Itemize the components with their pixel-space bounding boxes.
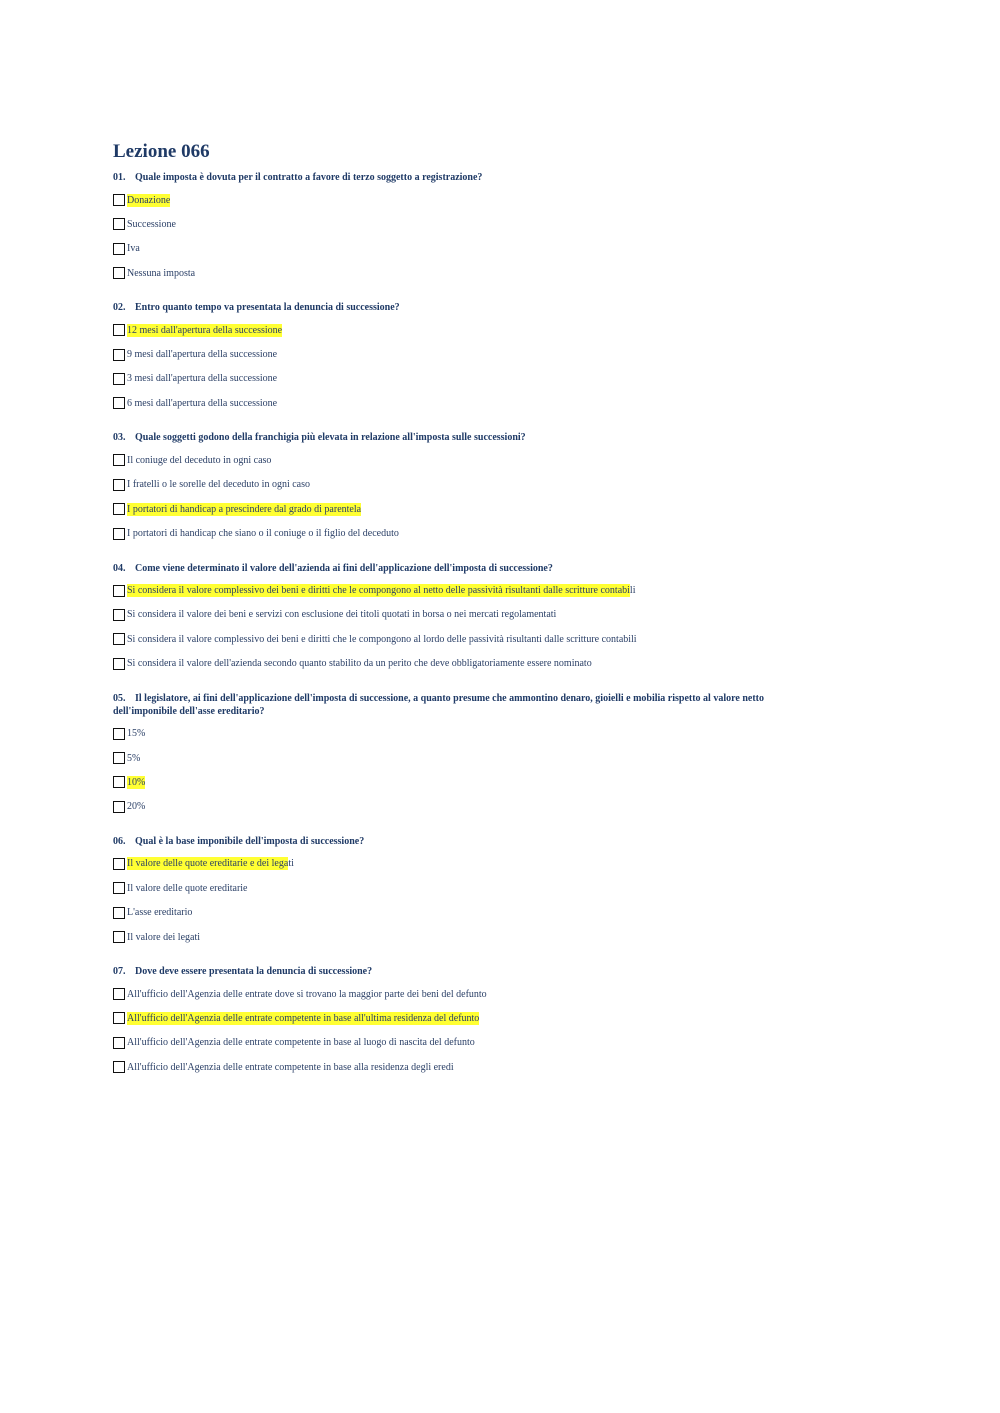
answer-option[interactable]: [113, 631, 833, 647]
answer-label: I portatori di handicap che siano o il coniuge o il figlio del deceduto: [127, 528, 399, 540]
answer-checkbox[interactable]: [113, 503, 125, 515]
answer-label-highlighted: Donazione: [127, 194, 171, 206]
answer-label: Il valore dei legati: [127, 931, 201, 943]
answer-label-highlighted: 10%: [127, 776, 146, 788]
answer-label: I fratelli o le sorelle del deceduto in ogni caso: [127, 479, 310, 491]
answer-label: All'ufficio dell'Agenzia delle entrate dove si trovano la maggior parte dei beni del defunto: [127, 988, 487, 1000]
answer-checkbox[interactable]: [113, 728, 125, 740]
question-text: [113, 692, 833, 718]
answer-checkbox[interactable]: [113, 243, 125, 255]
question-block: [113, 692, 833, 815]
answer-label-highlighted: I portatori di handicap a prescindere dal grado di parentela: [127, 503, 362, 515]
question-text: [113, 301, 833, 314]
answer-label: 5%: [127, 752, 141, 764]
answer-checkbox[interactable]: [113, 1061, 125, 1073]
answer-label-highlighted: Si considera il valore complessivo dei beni e diritti che le compongono al netto delle passività risultanti dalle scritture contabi: [127, 585, 630, 597]
answer-checkbox[interactable]: [113, 349, 125, 361]
answer-checkbox[interactable]: [113, 267, 125, 279]
question-block: [113, 562, 833, 672]
question-text: [113, 171, 833, 184]
question-label: Dove deve essere presentata la denuncia di successione?: [135, 966, 373, 978]
answer-checkbox[interactable]: [113, 882, 125, 894]
answer-label-highlighted: 12 mesi dall'apertura della successione: [127, 324, 283, 336]
document-page: [113, 140, 833, 1095]
answer-option[interactable]: [113, 856, 833, 872]
question-number: 04.: [113, 562, 126, 574]
answer-checkbox[interactable]: [113, 585, 125, 597]
answer-option[interactable]: [113, 501, 833, 517]
question-number: 03.: [113, 432, 126, 444]
answer-label-tail: li: [629, 585, 636, 597]
answer-option[interactable]: [113, 750, 833, 766]
question-block: [113, 835, 833, 945]
answer-label-tail: ti: [288, 858, 294, 870]
answer-option[interactable]: [113, 322, 833, 338]
answer-label: 15%: [127, 728, 146, 740]
answer-option[interactable]: [113, 986, 833, 1002]
answer-label: All'ufficio dell'Agenzia delle entrate competente in base alla residenza degli eredi: [127, 1061, 454, 1073]
answer-label: Il coniuge del deceduto in ogni caso: [127, 454, 272, 466]
answer-option[interactable]: [113, 1010, 833, 1026]
answer-option[interactable]: [113, 192, 833, 208]
answer-checkbox[interactable]: [113, 801, 125, 813]
answer-option[interactable]: [113, 607, 833, 623]
question-label: Il legislatore, ai fini dell'applicazione dell'imposta di successione, a quanto presume che ammontino denaro, gioielli e mobilia rispetto al valore netto dell'imponibile dell'asse ereditario?: [113, 692, 764, 717]
question-label: Quale imposta è dovuta per il contratto a favore di terzo soggetto a registrazione?: [135, 172, 483, 183]
answer-checkbox[interactable]: [113, 633, 125, 645]
page-title: Lezione 066: [113, 141, 210, 162]
question-label: Qual è la base imponibile dell'imposta di successione?: [135, 835, 365, 847]
answer-checkbox[interactable]: [113, 479, 125, 491]
answer-label: Iva: [127, 243, 140, 255]
answer-checkbox[interactable]: [113, 931, 125, 943]
question-number: 05.: [113, 692, 126, 704]
answer-option[interactable]: [113, 526, 833, 542]
question-text: [113, 431, 833, 444]
answer-option[interactable]: [113, 265, 833, 281]
question-label: Entro quanto tempo va presentata la denuncia di successione?: [135, 302, 400, 314]
answer-label: Si considera il valore dell'azienda secondo quanto stabilito da un perito che deve obbligatoriamente essere nominato: [127, 658, 592, 670]
answer-checkbox[interactable]: [113, 658, 125, 670]
answer-checkbox[interactable]: [113, 988, 125, 1000]
question-text: [113, 965, 833, 978]
answer-checkbox[interactable]: [113, 1037, 125, 1049]
answer-label: 9 mesi dall'apertura della successione: [127, 349, 278, 361]
question-text: [113, 562, 833, 575]
answer-label: Nessuna imposta: [127, 267, 196, 279]
answer-option[interactable]: [113, 347, 833, 363]
answer-checkbox[interactable]: [113, 373, 125, 385]
answer-option[interactable]: [113, 929, 833, 945]
answer-option[interactable]: [113, 1059, 833, 1075]
answer-label: 6 mesi dall'apertura della successione: [127, 397, 278, 409]
answer-option[interactable]: [113, 1035, 833, 1051]
answer-label: Si considera il valore dei beni e servizi con esclusione dei titoli quotati in borsa o nei mercati regolamentati: [127, 609, 557, 621]
question-block: [113, 301, 833, 411]
answer-checkbox[interactable]: [113, 752, 125, 764]
answer-checkbox[interactable]: [113, 609, 125, 621]
answer-label: 3 mesi dall'apertura della successione: [127, 373, 278, 385]
answer-checkbox[interactable]: [113, 776, 125, 788]
answer-option[interactable]: [113, 905, 833, 921]
answer-label: Il valore delle quote ereditarie: [127, 882, 248, 894]
answer-checkbox[interactable]: [113, 454, 125, 466]
question-label: Come viene determinato il valore dell'azienda ai fini dell'applicazione dell'imposta di successione?: [135, 562, 553, 574]
question-text: [113, 835, 833, 848]
answer-option[interactable]: [113, 880, 833, 896]
answer-option[interactable]: [113, 774, 833, 790]
answer-label: 20%: [127, 801, 146, 813]
question-label: Quale soggetti godono della franchigia più elevata in relazione all'imposta sulle successioni?: [135, 432, 526, 444]
answer-label: All'ufficio dell'Agenzia delle entrate competente in base al luogo di nascita del defunto: [127, 1037, 475, 1049]
question-number: 01.: [113, 172, 126, 183]
answer-option[interactable]: [113, 371, 833, 387]
answer-checkbox[interactable]: [113, 1012, 125, 1024]
question-number: 02.: [113, 302, 126, 314]
answer-checkbox[interactable]: [113, 528, 125, 540]
answer-option[interactable]: [113, 241, 833, 257]
answer-option[interactable]: [113, 216, 833, 232]
question-list: [113, 171, 833, 1075]
answer-checkbox[interactable]: [113, 858, 125, 870]
answer-option[interactable]: [113, 477, 833, 493]
answer-checkbox[interactable]: [113, 194, 125, 206]
answer-option[interactable]: [113, 726, 833, 742]
answer-label-highlighted: All'ufficio dell'Agenzia delle entrate competente in base all'ultima residenza del defunto: [127, 1012, 480, 1024]
answer-checkbox[interactable]: [113, 324, 125, 336]
answer-label: Successione: [127, 218, 176, 230]
question-number: 06.: [113, 835, 126, 847]
answer-checkbox[interactable]: [113, 218, 125, 230]
question-block: [113, 965, 833, 1075]
answer-label: Si considera il valore complessivo dei beni e diritti che le compongono al lordo delle passività risultanti dalle scritture contabili: [127, 633, 637, 645]
answer-option[interactable]: [113, 799, 833, 815]
answer-option[interactable]: [113, 395, 833, 411]
answer-option[interactable]: [113, 656, 833, 672]
answer-checkbox[interactable]: [113, 907, 125, 919]
answer-option[interactable]: [113, 583, 833, 599]
question-number: 07.: [113, 966, 126, 978]
answer-checkbox[interactable]: [113, 397, 125, 409]
answer-option[interactable]: [113, 452, 833, 468]
question-block: [113, 171, 833, 281]
question-block: [113, 431, 833, 541]
answer-label: L'asse ereditario: [127, 907, 193, 919]
answer-label-highlighted: Il valore delle quote ereditarie e dei lega: [127, 858, 289, 870]
